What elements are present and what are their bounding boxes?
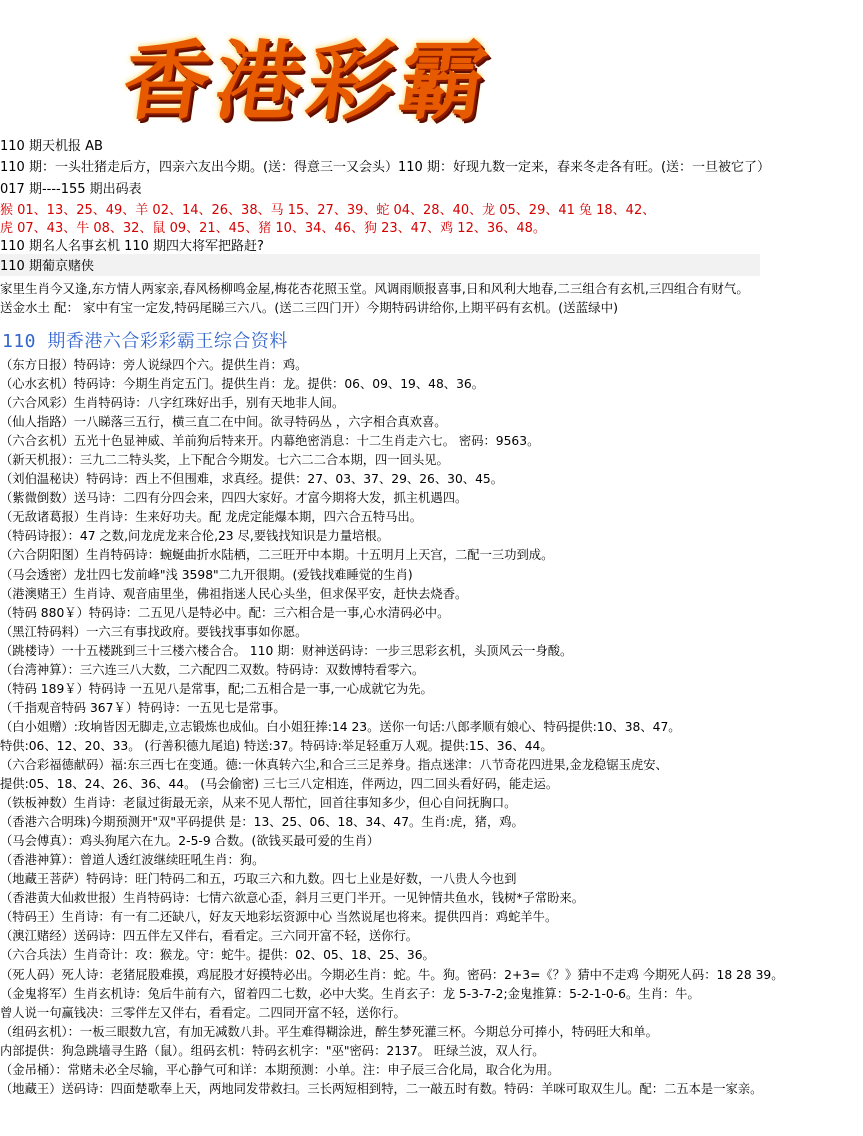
- banner-title: 香港彩霸: [116, 31, 500, 132]
- list-item: （组码玄机）：一板三眼数九宫，有加无减数八卦。平生难得糊涂进，醉生梦死灌三杯。今期总分可捧小，特码旺大和单。: [0, 1024, 658, 1039]
- list-item: （特码 189￥）特码诗 一五见八是常事，配;二五相合是一事,一心成就它为先。: [0, 681, 433, 696]
- list-item: （死人码）死人诗：老猪屁股难摸，鸡屁股才好摸特必出。今期必生肖：蛇。牛。狗。密码：2+3=《？》猜中不走鸡 今期死人码：18 28 39。: [0, 967, 784, 982]
- list-item: （千指观音特码 367￥）特码诗：一五见七是常事。: [0, 700, 286, 715]
- list-item: （香港六合明珠)今期预测开"双"平码提供 是：13、25、06、18、34、47。生肖:虎，猪，鸡。: [0, 815, 524, 830]
- section-title: 110 期香港六合彩彩霸王综合资料: [2, 331, 288, 352]
- list-item: （特码 880￥）特码诗：二五见八是特必中。配：三六相合是一事,心水清码必中。: [0, 605, 450, 620]
- list-item: （台湾神算）：三六连三八大数，二六配四二双数。特码诗：双数博特看零六。: [0, 662, 425, 677]
- list-item: （澳江赌经）送码诗：四五伴左又伴右，看看定。三六同开富不轻，送你行。: [0, 929, 419, 944]
- list-item: （白小姐赠）:玫垧皆因无脚走,立志锻炼也成仙。白小姐狂捧:14 23。送你一句话:八郎孝顺有娘心、特码提供:10、38、47。: [0, 719, 681, 734]
- list-item: （六合阴阳图）生肖特码诗：蜿蜒曲折水陆栖，二三旺开中本期。十五明月上天宫，二配一三功到成。: [0, 548, 554, 563]
- mid-line-2: 110 期葡京赌侠: [0, 259, 94, 274]
- list-item: （地藏王菩萨）特码诗：旺门特码二和五，巧取三六和九数。四七上业是好数，一八贵人今也到: [0, 872, 517, 887]
- header-line-1: 110 期天机报 AB: [0, 139, 103, 154]
- list-item: （香港黄大仙救世报）生肖特码诗：七情六欲意心歪，斜月三更门半开。一见钟情共鱼水，钱树*子常盼来。: [0, 891, 585, 906]
- list-item: （心水玄机）特码诗：今期生肖定五门。提供生肖：龙。提供：06、09、19、48、36。: [0, 377, 485, 392]
- mid-line-4: 送金水土 配： 家中有宝一定发,特码尾睇三六八。(送二三四门开）今期特码讲给你,上期平码有玄机。(送蓝绿中): [0, 300, 619, 315]
- code-table-line-1: 猴 01、13、25、49、羊 02、14、26、38、马 15、27、39、蛇 04、28、40、龙 05、29、41 兔 18、42、: [0, 203, 656, 218]
- list-item: （金鬼将军）生肖玄机诗：兔后牛前有六，留着四二七数，必中大奖。生肖玄子：龙 5-3-7-2;金鬼推算：5-2-1-0-6。生肖：牛。: [0, 986, 700, 1001]
- list-item: （紫微倒数）送马诗：二四有分四会来，四四大家好。才富今期将大发，抓主机遇四。: [0, 491, 468, 506]
- list-item: （铁板神数）生肖诗：老鼠过街最无亲，从来不见人帮忙，回首往事知多少，但心自问抚胸口。: [0, 796, 517, 811]
- shaded-block: [0, 254, 760, 276]
- list-item: （港澳赌王）生肖诗、观音庙里坐，佛祖指迷人民心头坐，但求保平安，赶快去烧香。: [0, 586, 468, 601]
- mid-line-3: 家里生肖今又逢,东方情人两家亲,春风杨柳鸣金屋,梅花杏花照玉堂。风调雨顺报喜事,日和风利大地春,二三组合有玄机,三四组合有财气。: [0, 281, 749, 296]
- list-item: （六合兵法）生肖奇计：攻：猴龙。守：蛇牛。提供：02、05、18、25、36。: [0, 948, 435, 963]
- list-item: 曾人说一句赢钱决：三零伴左又伴右，看看定。二四同开富不轻，送你行。: [0, 1005, 406, 1020]
- list-item: （地藏王）送码诗：四面楚歌奉上天，两地同发带救扫。三长两短相到特，二一敲五时有数。特码：羊咪可取双生儿。配：二五本是一家亲。: [0, 1081, 763, 1096]
- list-item: （刘伯温秘诀）特码诗：西上不但围难，求真经。提供：27、03、37、29、26、30、45。: [0, 472, 504, 487]
- list-item: （六合彩福德献码）福:东三西七在变通。德:一休真转六尘,和合三三足养身。指点迷津：八节奇花四进果,金龙稳锯玉虎安、: [0, 757, 668, 772]
- header-line-2: 110 期：一头壮猪走后方，四亲六友出今期。(送：得意三一又会头）110 期：好现九数一定来，春来冬走各有旺。(送：一旦被它了）: [0, 160, 771, 175]
- mid-line-1: 110 期名人名事玄机 110 期四大将军把路赶?: [0, 239, 264, 254]
- list-item: 内部提供：狗急跳墙寻生路（鼠）。组码玄机：特码玄机字："巫"密码：2137。 旺绿兰波，双人行。: [0, 1043, 545, 1058]
- list-item: （东方日报）特码诗：旁人说绿四个六。提供生肖：鸡。: [0, 358, 308, 372]
- list-item: （六合风彩）生肖特码诗：八字红珠好出手，别有天地非人间。: [0, 396, 345, 411]
- list-item: （黑江特码料）一六三有事找政府。要钱找事事如你愿。: [0, 624, 308, 639]
- list-item: （新天机报）：三九二二特头奖，上下配合今期发。七六二二合本期，四一回头见。: [0, 453, 449, 468]
- list-item: （金吊桶）：常赌未必全尽输，平心静气可和详：本期预测：小单。注：申子辰三合化局，取合化为用。: [0, 1062, 560, 1077]
- list-item: （马会傅真）：鸡头狗尾六在九。2-5-9 合数。(欲钱买最可爱的生肖）: [0, 834, 380, 849]
- list-item: （香港神算）：曾道人透红波继续旺吼生肖：狗。: [0, 853, 265, 868]
- code-table-line-2: 虎 07、43、牛 08、32、鼠 09、21、45、猪 10、34、46、狗 23、47、鸡 12、36、48。: [0, 221, 546, 236]
- list-item: 特供:06、12、20、33。 (行善积德九尾追) 特送:37。特码诗:举足轻重万人观。提供:15、36、44。: [0, 738, 553, 753]
- banner: [0, 0, 530, 138]
- list-item: （马会透密）龙壮四七发前峰"浅 3598"二九开很期。(爱钱找难睡觉的生肖): [0, 567, 413, 582]
- list-item: （跳楼诗）一十五楼跳到三十三楼六楼合合。 110 期：财神送码诗：一步三思彩玄机，头顶风云一身酸。: [0, 643, 573, 658]
- list-item: （特码王）生肖诗：有一有二还缺八，好友天地彩坛资源中心 当然说尾也将来。提供四肖：鸡蛇羊牛。: [0, 910, 558, 925]
- list-item: （特码诗报）：47 之数,问龙虎龙来合伦,23 尽,要钱找知识是力量培根。: [0, 529, 390, 544]
- list-item: （六合玄机）五光十色显神威、羊前狗后特来开。内幕绝密消息：十二生肖走六七。 密码：9563。: [0, 434, 540, 449]
- header-line-3: 017 期----155 期出码表: [0, 182, 142, 197]
- list-item: （仙人指路）一八睇落三五行，横三直二在中间。欲寻特码丛 ，六字相合真欢喜。: [0, 415, 447, 430]
- list-item: 提供:05、18、24、26、36、44。 (马会偷密) 三七三八定相连，伴两边，四二回头看好码，能走运。: [0, 777, 559, 792]
- info-list: [0, 356, 863, 1099]
- list-item: （无敌诸葛报）生肖诗：生来好功夫。配 龙虎定能爆本期，四六合五特马出。: [0, 510, 423, 525]
